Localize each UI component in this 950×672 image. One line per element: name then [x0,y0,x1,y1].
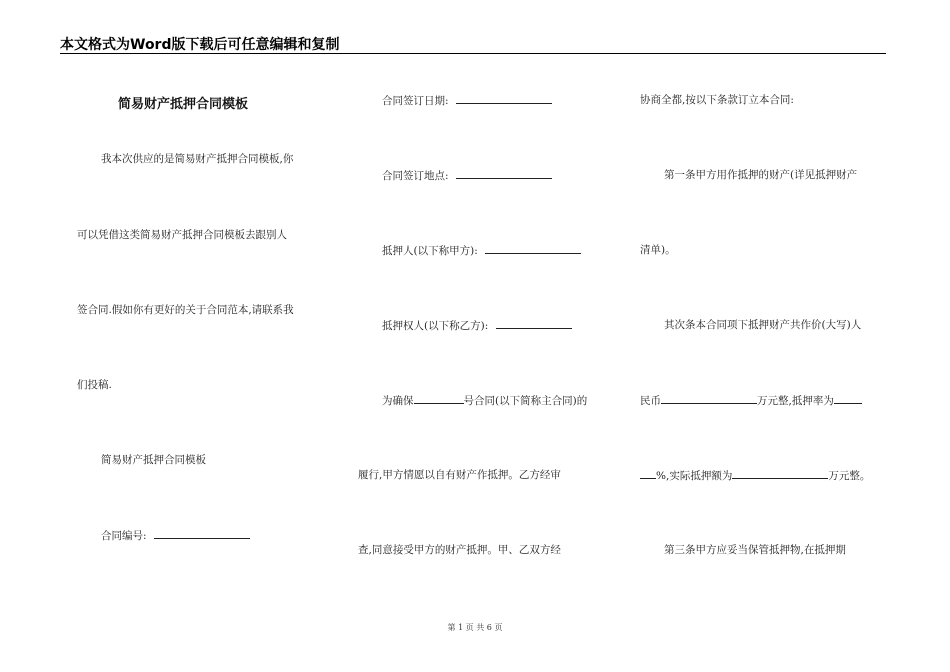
mortgagee-label: 抵押权人(以下称乙方): [382,320,489,332]
document-title: 简易财产抵押合同模板 [118,97,249,112]
article-2-line-2 [640,393,862,408]
mortgage-rate-blank-a [834,393,862,404]
mortgagor-blank [485,243,581,254]
subtitle: 简易财产抵押合同模板 [101,454,206,466]
contract-number-row [101,528,250,543]
agreement-line: 协商全都,按以下条款订立本合同: [640,94,794,106]
sign-date-row [382,93,552,108]
guarantee-line-3: 查,同意接受甲方的财产抵押。甲、乙双方经 [358,544,561,556]
article-3-line-1: 第三条甲方应妥当保管抵押物,在抵押期 [664,544,846,556]
sign-date-label: 合同签订日期: [382,95,449,107]
sign-place-row [382,168,552,183]
actual-amount-blank [732,468,828,479]
guarantee-suffix: 号合同(以下简称主合同)的 [463,395,588,407]
contract-ref-blank [414,393,464,404]
article-2-line-1: 其次条本合同项下抵押财产共作价(大写)人 [664,319,862,331]
valuation-blank [661,393,757,404]
guarantee-line-2: 履行,甲方情愿以自有财产作抵押。乙方经审 [358,469,561,481]
mortgagor-row [382,243,581,258]
mortgagee-blank [496,318,572,329]
guarantee-prefix: 为确保 [382,395,414,407]
mortgage-rate-label: 万元整,抵押率为 [757,395,834,407]
mortgage-rate-blank-b [640,468,656,479]
article-1-line-1: 第一条甲方用作抵押的财产(详见抵押财产 [664,169,858,181]
intro-line-2: 可以凭借这类简易财产抵押合同模板去跟别人 [77,229,287,241]
header-divider [60,53,886,54]
contract-number-blank [154,528,250,539]
mortgagee-row [382,318,572,333]
sign-place-label: 合同签订地点: [382,170,449,182]
intro-line-3: 签合同.假如你有更好的关于合同范本,请联系我 [77,304,294,316]
contract-number-label: 合同编号: [101,530,147,542]
article-2-line-3 [640,468,870,483]
rmb-label: 民币 [640,395,661,407]
mortgagor-label: 抵押人(以下称甲方): [382,245,478,257]
article-1-line-2: 清单)。 [640,244,676,256]
actual-amount-label: %,实际抵押额为 [656,470,733,482]
sign-date-blank [456,93,552,104]
amount-suffix: 万元整。 [828,470,871,482]
intro-line-4: 们投稿. [77,379,112,391]
sign-place-blank [456,168,552,179]
guarantee-line-1 [382,393,587,408]
page-number: 第 1 页 共 6 页 [447,623,503,632]
page-header: 本文格式为Word版下载后可任意编辑和复制 [60,37,340,53]
intro-line-1: 我本次供应的是简易财产抵押合同模板,你 [101,153,294,165]
